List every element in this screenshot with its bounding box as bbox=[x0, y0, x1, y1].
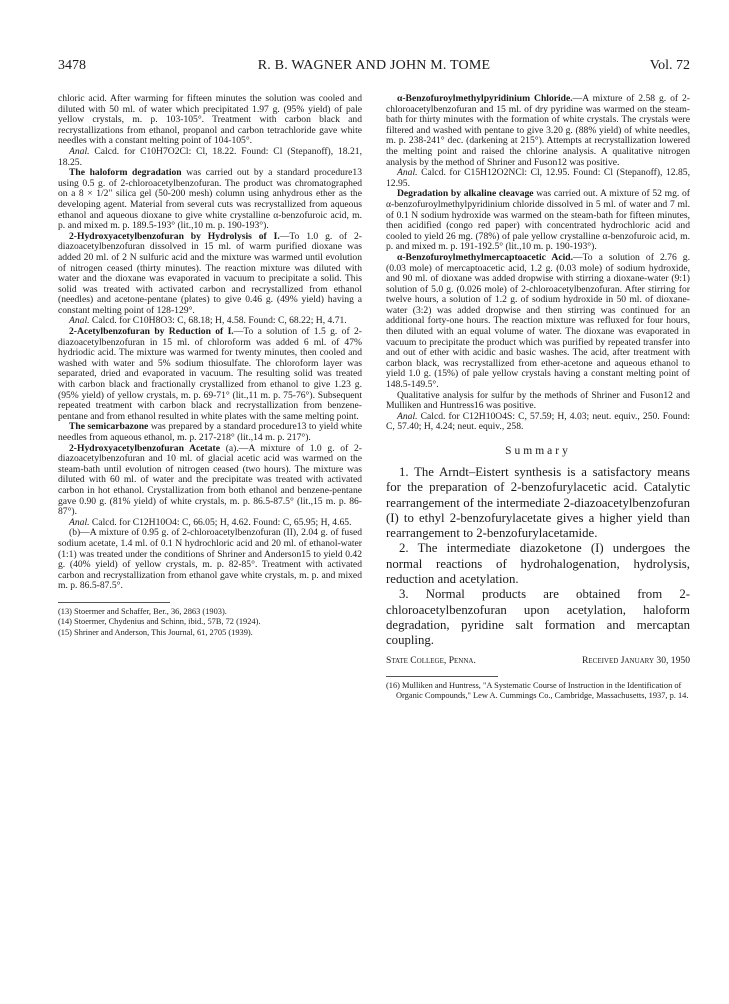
left-paragraph bbox=[58, 528, 362, 592]
paragraph-text: Calcd. for C10H7O2Cl: Cl, 18.22. Found: Cl (Stepanoff), 18.21, 18.25. bbox=[58, 145, 362, 168]
paragraph-text: (b)—A mixture of 0.95 g. of 2-chloroacetylbenzofuran (II), 2.04 g. of fused sodium acetate, 1.4 ml. of 0.1 N hydrochloric acid and 20 ml. of ethanol-water (1:1) was treated under the conditions of Shriner and Anderson15 to yield 0.42 g. (40% yield) of yellow crystals, m. p. 82-85°. Treatment with activated carbon and recrystallization from ethanol gave white crystals, m. p. and mixed m. p. 86.5-87.5°. bbox=[58, 527, 362, 592]
paragraph-text: chloric acid. After warming for fifteen minutes the solution was cooled and diluted with 50 ml. of water which precipitated 1.97 g. (95% yield) of pale yellow crystals, m. p. 103-105°. Treatment with carbon black and recrystallizations from ethanol, propanol and carbon tetrachloride gave white needles with a constant melting point of 104-105°. bbox=[58, 93, 362, 147]
right-paragraph bbox=[386, 391, 690, 412]
paragraph-text: was carried out by a standard procedure13 using 0.5 g. of 2-chloroacetylbenzofuran. The product was chromatographed on a 8 × 1/2" silica gel (50-200 mesh) column using anhydrous ether as the developing agent. Material from several cuts was recrystallized from aqueous ethanol and aqueous dioxane to give white crystalline α-benzofuroic acid, m. p. and mixed m. p. 189.5-193° (lit.,10 m. p. 190-193°). bbox=[58, 167, 362, 232]
left-paragraph bbox=[58, 422, 362, 443]
paragraph-text: —To 1.0 g. of 2-diazoacetylbenzofuran dissolved in 15 ml. of warm purified dioxane was added 20 ml. of 2 N sulfuric acid and the mixture was warmed until evolution of nitrogen ceased (thirty minutes). The reaction mixture was diluted with water and the dioxane was evaporated in vacuum to precipitate a solid. This solid was treated with activated carbon and recrystallized from ethanol (needles) and acetone-pentane (plates) to give 0.46 g. (49% yield) having a constant melting point of 128-129°. bbox=[58, 230, 362, 316]
right-paragraph bbox=[386, 189, 690, 253]
received-date: Received January 30, 1950 bbox=[581, 654, 690, 666]
paragraph-lead: Anal. bbox=[69, 145, 90, 157]
left-column bbox=[58, 94, 362, 638]
left-paragraph bbox=[58, 94, 362, 147]
right-paragraph bbox=[386, 412, 690, 433]
summary-heading: Summary bbox=[505, 445, 571, 457]
page-number: 3478 bbox=[58, 58, 86, 73]
journal-page bbox=[58, 58, 690, 938]
right-column bbox=[386, 94, 690, 701]
paragraph-lead: Anal. bbox=[397, 167, 418, 179]
summary-item: 1. The Arndt–Eistert synthesis is a satisfactory means for the preparation of 2-benzofurylacetic acid. Catalytic rearrangement of the intermediate 2-diazoacetylbenzofuran (I) to ethyl 2-benzofurylacetate gives a higher yield than rearrangement to 2-benzofurylacetamide. bbox=[386, 465, 690, 541]
left-footnote: (14) Stoermer, Chydenius and Schinn, ibid., 57B, 72 (1924). bbox=[58, 617, 261, 627]
paragraph-lead: α-Benzofuroylmethylpyridinium Chloride. bbox=[397, 93, 573, 104]
paragraph-text: Calcd. for C12H10O4S: C, 57.59; H, 4.03; neut. equiv., 250. Found: C, 57.40; H, 4.24; neut. equiv., 258. bbox=[386, 410, 690, 433]
right-footnote: (16) Mulliken and Huntress, "A Systematic Course of Instruction in the Identification of Organic Compounds," Lew A. Cummings Co., Cambridge, Massachusetts, 1937, p. 14. bbox=[386, 680, 689, 700]
running-title: R. B. WAGNER AND JOHN M. TOME bbox=[257, 58, 491, 73]
paragraph-lead: 2-Hydroxyacetylbenzofuran Acetate bbox=[69, 442, 221, 454]
paragraph-lead: Anal. bbox=[397, 410, 418, 422]
left-paragraph bbox=[58, 327, 362, 422]
paragraph-text: —To a solution of 1.5 g. of 2-diazoacetylbenzofuran in 15 ml. of chloroform was added 6 ml. of 47% hydriodic acid. The mixture was warmed for twenty minutes, then cooled and washed with water and 5% sodium thiosulfate. The chloroform layer was separated, dried and evaporated in vacuum. The resulting solid was treated with carbon black and fractionally crystallized from ethanol to give 1.23 g. (95% yield) of yellow crystals, m. p. 69-71° (lit.,11 m. p. 75-76°). Subsequent repeated treatment with carbon black and recrystallization from benzene-pentane and from ethanol resulted in white plates with the same melting point. bbox=[58, 326, 362, 422]
paragraph-text: Calcd. for C12H10O4: C, 66.05; H, 4.62. Found: C, 65.95; H, 4.65. bbox=[89, 516, 352, 528]
paragraph-text: was carried out. A mixture of 52 mg. of α-benzofuroylmethylpyridinium chloride dissolved in 5 ml. of water and 7 ml. of 0.1 N sodium hydroxide was warmed on the steam-bath for fifteen minutes, then acidified (congo red paper) with concentrated hydrochloric acid and cooled to yield 26 mg. (78%) of pale yellow crystalline α-benzofuroic acid, m. p. and mixed m. p. 191-192.5° (lit.,10 m. p. 190-193°). bbox=[386, 188, 690, 253]
paragraph-lead: Anal. bbox=[69, 315, 90, 327]
paragraph-lead: The semicarbazone bbox=[69, 421, 149, 433]
signoff-place: State College, Penna. bbox=[386, 654, 476, 666]
right-paragraph bbox=[386, 168, 690, 189]
left-paragraph bbox=[58, 168, 362, 232]
summary-item: 3. Normal products are obtained from 2-chloroacetylbenzofuran upon acetylation, haloform degradation, pyridine salt formation and mercaptan coupling. bbox=[386, 587, 690, 648]
left-footnote: (13) Stoermer and Schaffer, Ber., 36, 2863 (1903). bbox=[58, 606, 227, 616]
paragraph-lead: The haloform degradation bbox=[69, 167, 182, 179]
paragraph-text: Calcd. for C10H8O3: C, 68.18; H, 4.58. Found: C, 68.22; H, 4.71. bbox=[89, 315, 347, 327]
signoff-line bbox=[386, 655, 690, 666]
paragraph-text: —A mixture of 2.58 g. of 2-chloroacetylbenzofuran and 15 ml. of dry pyridine was warmed on the steam-bath for thirty minutes with the formation of white crystals. The crystals were filtered and washed with pentane to give 3.20 g. (88% yield) of white needles, m. p. 238-241° dec. (darkening at 215°). Attempts at recrystallization lowered the melting point and raised the chlorine analysis. A qualitative nitrogen analysis by the method of Shriner and Fuson12 was positive. bbox=[386, 93, 691, 168]
footnote-rule bbox=[386, 676, 498, 677]
paragraph-text: Qualitative analysis for sulfur by the methods of Shriner and Fuson12 and Mulliken and Huntress16 was positive. bbox=[386, 389, 690, 412]
paragraph-text: Calcd. for C15H12O2NCl: Cl, 12.95. Found: Cl (Stepanoff), 12.85, 12.95. bbox=[386, 167, 690, 189]
summary-item: 2. The intermediate diazoketone (I) undergoes the normal reactions of hydrohalogenation, hydrolysis, reduction and acetylation. bbox=[386, 541, 690, 587]
left-paragraph bbox=[58, 232, 362, 317]
paragraph-text: was prepared by a standard procedure13 to yield white needles from aqueous ethanol, m. p. 217-218° (lit.,14 m. p. 217°). bbox=[58, 421, 362, 443]
paragraph-lead: 2-Hydroxyacetylbenzofuran by Hydrolysis of I. bbox=[69, 230, 280, 242]
right-paragraph bbox=[386, 253, 690, 391]
left-paragraph bbox=[58, 147, 362, 168]
paragraph-lead: Degradation by alkaline cleavage bbox=[397, 188, 534, 200]
footnote-rule bbox=[58, 602, 170, 603]
volume-label: Vol. 72 bbox=[649, 58, 690, 73]
running-header bbox=[58, 58, 690, 78]
paragraph-text: (a).—A mixture of 1.0 g. of 2-diazoacetylbenzofuran and 10 ml. of glacial acetic acid was warmed on the steam-bath until evolution of nitrogen ceased (two hours). The mixture was diluted with 60 ml. of water and the precipitate was treated with activated carbon in hot ethanol. Crystallization from both ethanol and benzene-pentane gave 0.90 g. (81% yield) of white crystals, m. p. 86.5-87.5° (lit.,15 m. p. 86-87°). bbox=[58, 442, 362, 518]
paragraph-lead: Anal. bbox=[69, 516, 90, 528]
left-footnote: (15) Shriner and Anderson, This Journal, 61, 2705 (1939). bbox=[58, 627, 253, 637]
paragraph-lead: 2-Acetylbenzofuran by Reduction of I. bbox=[69, 326, 234, 338]
paragraph-text: —To a solution of 2.76 g. (0.03 mole) of mercaptoacetic acid, 1.2 g. (0.03 mole) of sodium hydroxide, and 90 ml. of dioxane was added dropwise with stirring a dioxane-water (9:1) solution of 5.0 g. (0.026 mole) of 2-chloroacetylbenzofuran. After stirring for twelve hours, a solution of 1.2 g. of sodium hydroxide in 50 ml. of dioxane-water (3:2) was added dropwise and then stirring was continued for an additional forty-one hours. The reaction mixture was refluxed for four hours, then diluted with an equal volume of water. The dioxane was evaporated in vacuum to precipitate the product which was purified by repeated transfer into and out of ether with acidic and basic washes. The acid, after treatment with carbon black, was recrystallized from ether-acetone and aqueous ethanol to yield 1.0 g. (15%) of pale yellow crystals having a constant melting point of 148.5-149.5°. bbox=[386, 251, 690, 391]
right-paragraph bbox=[386, 94, 690, 168]
left-paragraph bbox=[58, 444, 362, 518]
paragraph-lead: α-Benzofuroylmethylmercaptoacetic Acid. bbox=[397, 251, 573, 263]
